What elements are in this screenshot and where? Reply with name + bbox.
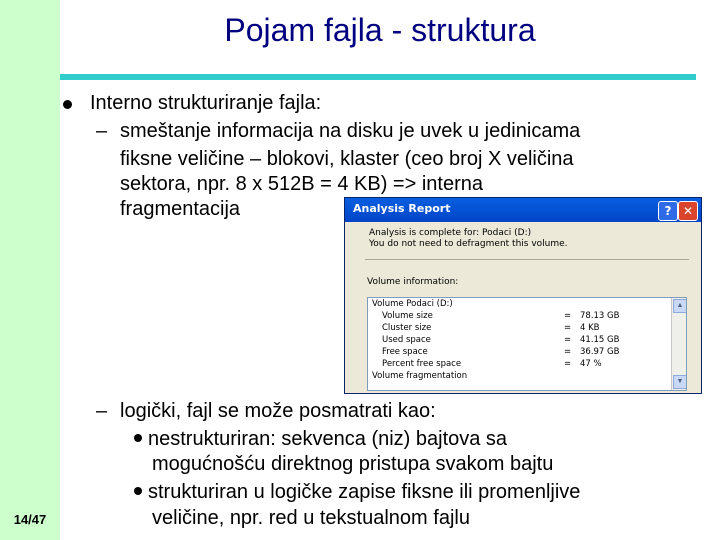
dash-icon: – bbox=[96, 400, 108, 422]
row-value: 47 % bbox=[580, 359, 602, 369]
row-key: Used space bbox=[382, 335, 431, 345]
row-value: 78.13 GB bbox=[580, 311, 620, 321]
bullet-icon bbox=[134, 487, 142, 495]
bullet-icon bbox=[63, 100, 72, 109]
row-eq: = bbox=[564, 335, 572, 345]
dialog-divider bbox=[365, 259, 689, 260]
bullet-icon bbox=[134, 434, 142, 442]
row-key: Volume fragmentation bbox=[372, 371, 468, 381]
row-key: Percent free space bbox=[382, 359, 462, 369]
page-number: 14/47 bbox=[13, 512, 47, 527]
list-item bbox=[368, 371, 668, 383]
scroll-down-icon[interactable]: ▼ bbox=[673, 375, 687, 389]
row-key: Volume size bbox=[382, 311, 433, 321]
dialog-title-bar bbox=[345, 198, 701, 222]
dialog-message: You do not need to defragment this volume. bbox=[369, 239, 568, 249]
row-value: 41.15 GB bbox=[580, 335, 620, 345]
list-item bbox=[368, 335, 668, 347]
row-value: 36.97 GB bbox=[580, 347, 620, 357]
slide-sidebar bbox=[0, 0, 60, 540]
sub2-item-text: nestrukturiran: sekvenca (niz) bajtova sa bbox=[148, 428, 508, 450]
list-item bbox=[368, 323, 668, 335]
sub1-line: fiksne veličine – blokovi, klaster (ceo broj X veličina bbox=[120, 148, 574, 170]
sub1-line: smeštanje informacija na disku je uvek u jedinicama bbox=[120, 120, 581, 142]
dash-icon: – bbox=[96, 120, 108, 142]
list-item bbox=[368, 299, 668, 311]
scrollbar[interactable] bbox=[671, 298, 686, 390]
sub2-item-text: veličine, npr. red u tekstualnom fajlu bbox=[152, 507, 470, 529]
row-eq: = bbox=[564, 359, 572, 369]
sub1-line: fragmentacija bbox=[120, 198, 241, 220]
row-eq: = bbox=[564, 347, 572, 357]
dialog-title: Analysis Report bbox=[353, 202, 451, 215]
row-key: Cluster size bbox=[382, 323, 432, 333]
volume-info-label: Volume information: bbox=[367, 277, 459, 287]
row-eq: = bbox=[564, 323, 572, 333]
title-underline bbox=[60, 74, 696, 80]
sub2-item bbox=[134, 481, 580, 504]
help-button[interactable]: ? bbox=[658, 201, 678, 221]
sub1-line: sektora, npr. 8 x 512B = 4 KB) => interna bbox=[120, 173, 483, 195]
list-item bbox=[368, 311, 668, 323]
sub2-line: logički, fajl se može posmatrati kao: bbox=[120, 400, 436, 422]
row-key: Free space bbox=[382, 347, 428, 357]
close-button[interactable]: ✕ bbox=[678, 201, 698, 221]
sub2-item-text: strukturiran u logičke zapise fiksne ili promenljive bbox=[148, 481, 581, 503]
dialog-message: Analysis is complete for: Podaci (D:) bbox=[369, 228, 532, 238]
volume-header: Volume Podaci (D:) bbox=[372, 299, 453, 309]
sub2-item bbox=[134, 428, 507, 451]
scroll-up-icon[interactable]: ▲ bbox=[673, 299, 687, 313]
volume-info-list[interactable] bbox=[367, 297, 687, 391]
list-item bbox=[368, 359, 668, 371]
sub2-item-text: mogućnošću direktnog pristupa svakom bajtu bbox=[152, 453, 554, 475]
row-eq: = bbox=[564, 311, 572, 321]
slide-title: Pojam fajla - struktura bbox=[224, 12, 536, 48]
analysis-report-dialog bbox=[344, 197, 702, 394]
bullet-main-text: Interno strukturiranje fajla: bbox=[90, 92, 322, 114]
list-item bbox=[368, 347, 668, 359]
row-value: 4 KB bbox=[580, 323, 600, 333]
